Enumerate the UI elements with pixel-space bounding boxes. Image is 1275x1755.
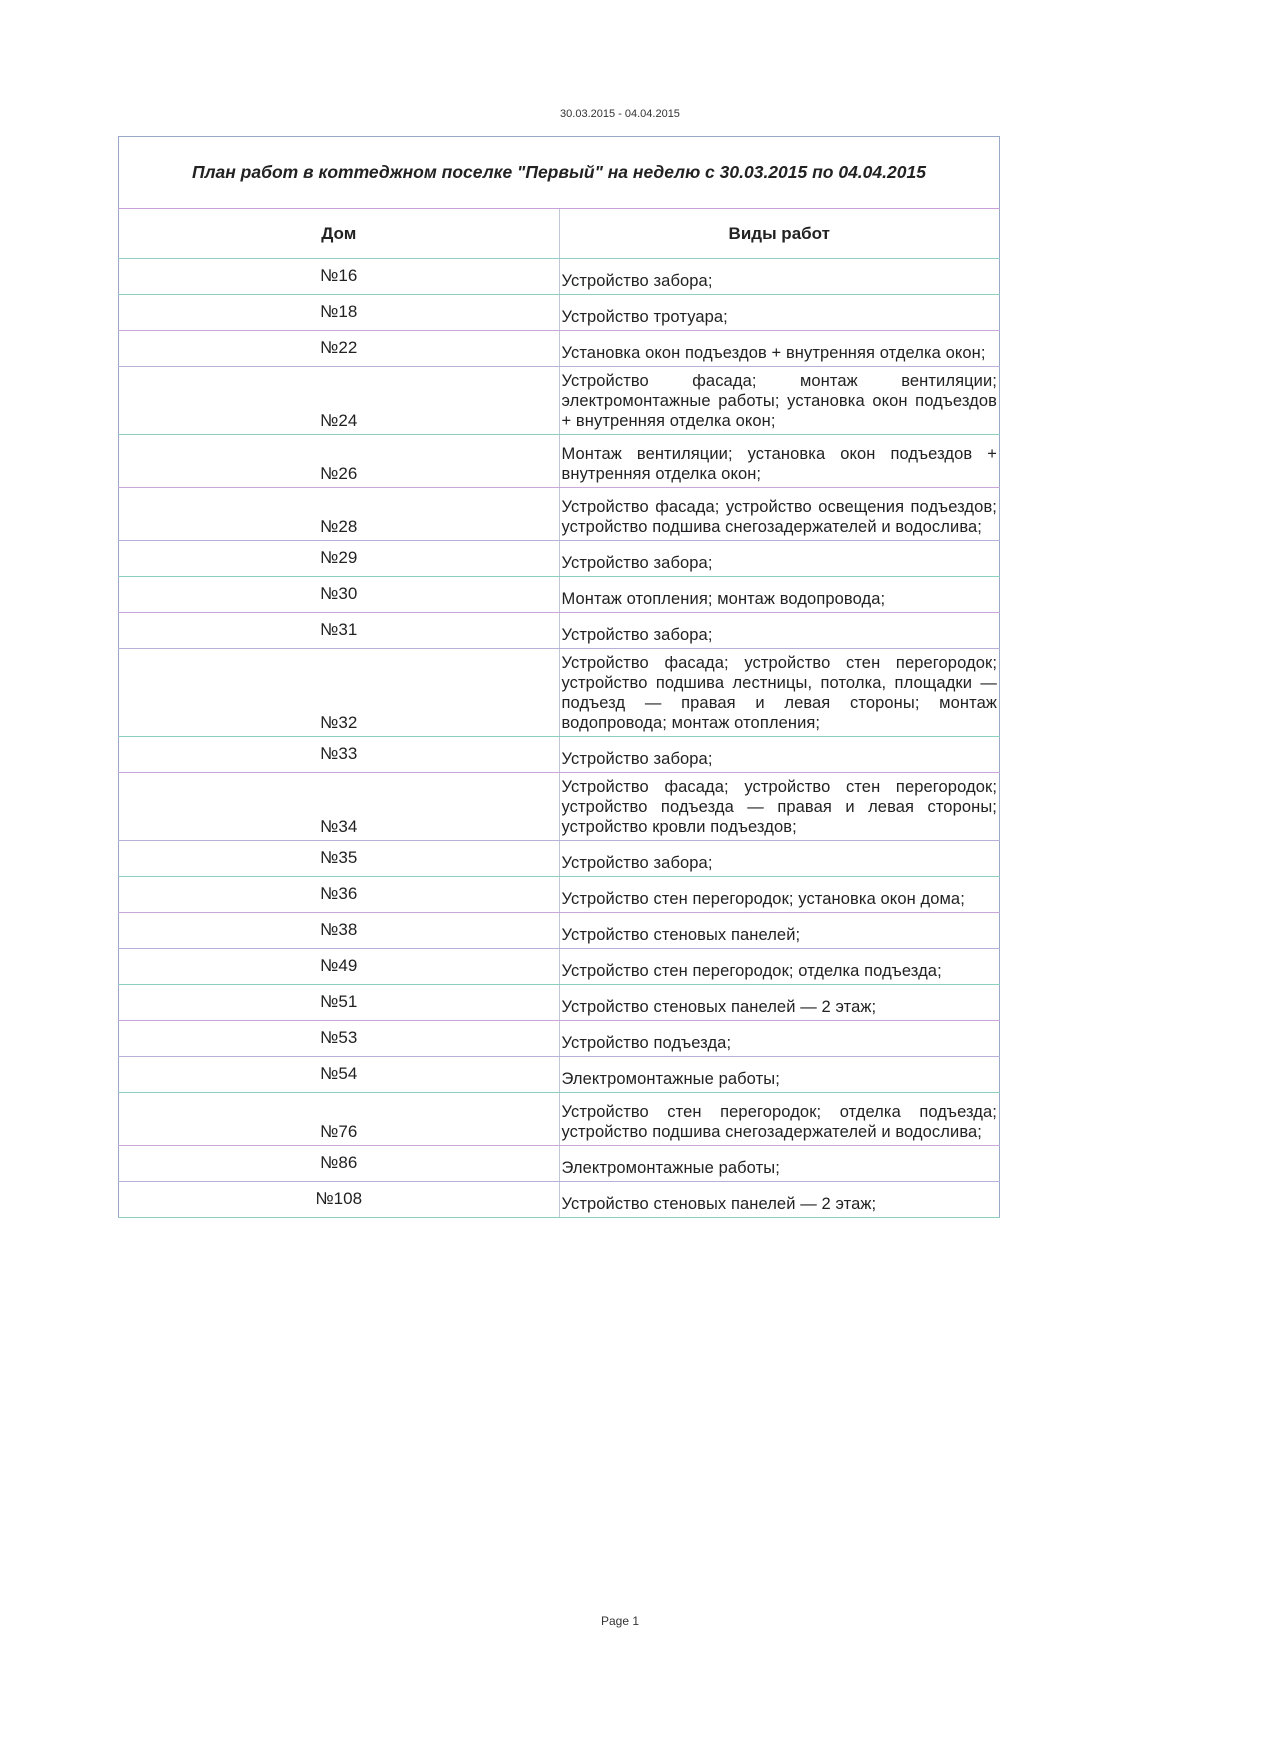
table-row [119,737,1000,773]
work-types-cell: Устройство тротуара; [559,295,1000,331]
house-number-cell: №38 [119,913,560,949]
work-types-cell: Устройство фасада; устройство стен перегородок; устройство подшива лестницы, потолка, площадки — подъезд — правая и левая стороны; монтаж водопровода; монтаж отопления; [559,649,1000,737]
work-types-cell: Установка окон подъездов + внутренняя отделка окон; [559,331,1000,367]
table-row [119,1057,1000,1093]
house-number-cell: №108 [119,1182,560,1218]
house-number-cell: №36 [119,877,560,913]
house-number-cell: №49 [119,949,560,985]
house-number-cell: №18 [119,295,560,331]
work-types-cell: Устройство стеновых панелей; [559,913,1000,949]
house-number-cell: №51 [119,985,560,1021]
table-header-row [119,209,1000,259]
table-row [119,1182,1000,1218]
house-number-cell: №29 [119,541,560,577]
house-number-cell: №76 [119,1093,560,1146]
house-number-cell: №30 [119,577,560,613]
table-title-row [119,137,1000,209]
page-number: Page 1 [600,1614,640,1628]
table-row [119,331,1000,367]
work-types-cell: Электромонтажные работы; [559,1057,1000,1093]
work-types-cell: Устройство стеновых панелей — 2 этаж; [559,1182,1000,1218]
house-number-cell: №32 [119,649,560,737]
work-types-cell: Устройство стен перегородок; отделка подъезда; устройство подшива снегозадержателей и водослива; [559,1093,1000,1146]
work-types-cell: Устройство фасада; монтаж вентиляции; электромонтажные работы; установка окон подъездов + внутренняя отделка окон; [559,367,1000,435]
table-row [119,949,1000,985]
work-types-cell: Устройство забора; [559,541,1000,577]
work-types-cell: Электромонтажные работы; [559,1146,1000,1182]
house-number-cell: №28 [119,488,560,541]
table-row [119,773,1000,841]
table-row [119,295,1000,331]
house-number-cell: №34 [119,773,560,841]
work-types-cell: Монтаж отопления; монтаж водопровода; [559,577,1000,613]
work-types-cell: Устройство забора; [559,841,1000,877]
table-row [119,877,1000,913]
table-row [119,541,1000,577]
house-number-cell: №24 [119,367,560,435]
table-row [119,1093,1000,1146]
work-types-cell: Устройство стеновых панелей — 2 этаж; [559,985,1000,1021]
house-number-cell: №31 [119,613,560,649]
work-types-cell: Устройство стен перегородок; установка окон дома; [559,877,1000,913]
column-header-house: Дом [119,209,560,259]
house-number-cell: №33 [119,737,560,773]
table-row [119,613,1000,649]
work-types-cell: Устройство забора; [559,613,1000,649]
work-types-cell: Устройство фасада; устройство освещения подъездов; устройство подшива снегозадержателей и водослива; [559,488,1000,541]
house-number-cell: №26 [119,435,560,488]
table-row [119,841,1000,877]
work-types-cell: Устройство забора; [559,259,1000,295]
table-row [119,1146,1000,1182]
table-row [119,985,1000,1021]
header-date-range: 30.03.2015 - 04.04.2015 [560,108,680,120]
house-number-cell: №53 [119,1021,560,1057]
house-number-cell: №22 [119,331,560,367]
table-row [119,577,1000,613]
work-types-cell: Устройство фасада; устройство стен перегородок; устройство подъезда — правая и левая стороны; устройство кровли подъездов; [559,773,1000,841]
column-header-works: Виды работ [559,209,1000,259]
work-types-cell: Устройство забора; [559,737,1000,773]
work-types-cell: Устройство подъезда; [559,1021,1000,1057]
work-types-cell: Устройство стен перегородок; отделка подъезда; [559,949,1000,985]
house-number-cell: №35 [119,841,560,877]
table-title: План работ в коттеджном поселке "Первый" на неделю с 30.03.2015 по 04.04.2015 [119,137,1000,209]
house-number-cell: №54 [119,1057,560,1093]
table-row [119,488,1000,541]
table-row [119,913,1000,949]
work-types-cell: Монтаж вентиляции; установка окон подъездов + внутренняя отделка окон; [559,435,1000,488]
table-row [119,1021,1000,1057]
house-number-cell: №16 [119,259,560,295]
table-row [119,367,1000,435]
table-row [119,259,1000,295]
table-row [119,435,1000,488]
table-row [119,649,1000,737]
house-number-cell: №86 [119,1146,560,1182]
work-plan-table [118,136,1000,1218]
